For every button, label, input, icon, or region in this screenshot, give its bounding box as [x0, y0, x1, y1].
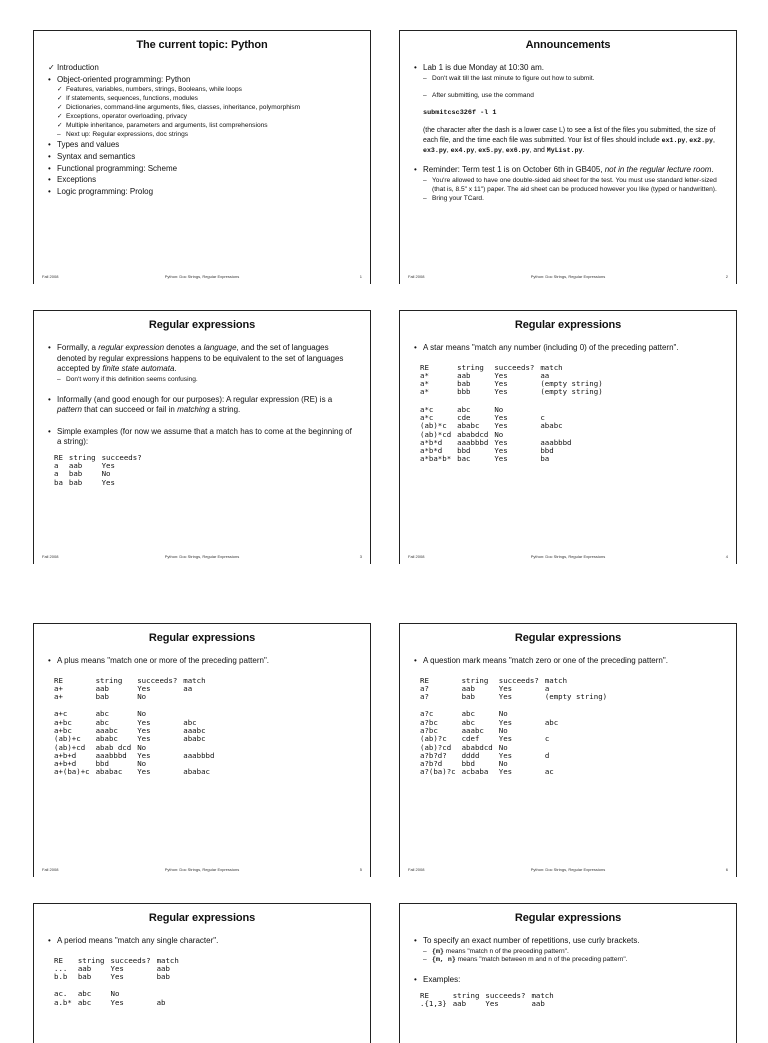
table-cell: b.b	[54, 972, 68, 982]
table-cell: a*c	[420, 412, 434, 422]
table-cell: abc	[95, 709, 109, 719]
column-header: match	[540, 362, 563, 372]
table-cell: a+(ba)+c	[54, 767, 90, 777]
column-header: succeeds?	[110, 955, 151, 965]
table-cell: aab	[68, 461, 83, 470]
table-cell: aa	[183, 683, 193, 693]
slide-footer	[408, 274, 728, 282]
table-cell: ababc	[540, 421, 563, 431]
sub-bullet: ✓ Features, variables, numbers, strings, Booleans, while loops	[57, 86, 242, 94]
table-cell: a?c	[420, 709, 434, 719]
table-cell: dddd	[461, 750, 480, 760]
table-cell	[183, 693, 220, 701]
column-header: succeeds?	[494, 362, 535, 372]
column-header: string	[457, 362, 484, 372]
table-cell: a?bc	[420, 717, 438, 727]
table-cell: abc	[95, 717, 109, 727]
table-row	[420, 455, 609, 463]
table-cell: Yes	[498, 692, 513, 702]
bullet: • To specify an exact number of repetitions, use curly brackets.	[414, 936, 640, 945]
slide-7	[33, 903, 371, 1043]
table-cell: bbd	[461, 759, 475, 769]
table-cell: No	[498, 709, 508, 719]
sub-bullet: ✓ Multiple inheritance, parameters and arguments, list comprehensions	[57, 121, 268, 129]
bullet: • Examples:	[414, 975, 461, 985]
table-cell: bab	[95, 692, 109, 702]
footer-term: Fall 2008	[42, 274, 59, 279]
table-cell: (ab)*cd	[420, 429, 452, 439]
column-header: match	[531, 990, 554, 1000]
table-cell: No	[137, 709, 147, 719]
table-cell: aab	[95, 683, 109, 693]
table-cell: Yes	[137, 734, 151, 744]
table-row	[54, 999, 185, 1007]
column-header: match	[183, 675, 206, 685]
column-header: succeeds?	[485, 990, 526, 1000]
table-cell: abc	[77, 997, 92, 1007]
column-header: succeeds?	[498, 675, 539, 685]
column-header: RE	[420, 990, 429, 1000]
table-cell: (ab)?c	[420, 734, 447, 744]
table-cell: a+b+d	[54, 759, 77, 769]
table-cell: Yes	[494, 387, 508, 397]
table-row	[420, 768, 613, 776]
slide-body	[34, 63, 370, 197]
table-row	[420, 406, 609, 414]
table-cell: aab	[156, 963, 170, 973]
slide-body	[400, 343, 736, 464]
sub-bullet: – You're allowed to have one double-sided aid sheet for the test. You must use standard letter-sized (that is, 8.5" x 11") paper. The aid sheet can be produced however you like (typed or handwritten).	[423, 176, 717, 193]
filename: ex4.py	[450, 146, 475, 154]
table-row	[420, 727, 613, 735]
slide-body	[34, 343, 370, 487]
table-cell: abc	[544, 717, 559, 727]
table-cell: bab	[68, 477, 83, 487]
filename: ex5.py	[478, 146, 502, 154]
slide-title: Regular expressions	[514, 632, 622, 644]
filename: ex3.py	[423, 146, 447, 154]
table-cell: a+	[54, 683, 63, 693]
footer-term: Fall 2008	[408, 554, 425, 559]
sub-bullet: – Don't worry if this definition seems confusing.	[57, 375, 198, 383]
table-cell: ba	[540, 454, 550, 464]
table-cell: Yes	[110, 997, 124, 1007]
table-cell: ababdcd	[457, 429, 489, 439]
bullet: • Informally (and good enough for our purposes): A regular expression (RE) is a pattern that can succeed or fail in matching a string.	[48, 394, 333, 415]
table-cell: abc	[183, 717, 197, 727]
slide-footer	[408, 867, 728, 875]
table-cell: abc	[461, 709, 475, 719]
table-cell: No	[101, 469, 111, 479]
table-cell: (empty string)	[540, 379, 603, 389]
sub-bullet: – After submitting, use the command	[423, 92, 534, 100]
table-cell	[545, 744, 613, 752]
table-cell: ababc	[457, 421, 480, 431]
slide-8	[399, 903, 737, 1043]
bullet: • Reminder: Term test 1 is on October 6th in GB405, not in the regular lecture room.	[414, 165, 714, 175]
column-header: string	[95, 675, 123, 685]
table-cell: aab	[461, 683, 475, 693]
table-cell: No	[110, 989, 120, 999]
table-cell: bbd	[540, 446, 554, 456]
slide-title: Regular expressions	[514, 319, 622, 331]
table-cell: aaabbbd	[95, 750, 127, 760]
table-cell: c	[540, 412, 545, 422]
table-cell: Yes	[494, 412, 508, 422]
slide-4	[399, 310, 737, 564]
table-cell: a*ba*b*	[420, 454, 452, 464]
table-cell: a+	[54, 692, 63, 702]
table-cell: Yes	[137, 725, 151, 735]
slide-1	[33, 30, 371, 284]
table-cell: No	[137, 742, 147, 752]
table-cell: No	[137, 759, 147, 769]
column-header: succeeds?	[137, 675, 178, 685]
table-cell: Yes	[494, 370, 508, 380]
table-row	[54, 768, 220, 776]
sub-bullet: ✓ Exceptions, operator overloading, privacy	[57, 112, 187, 120]
table-row	[420, 752, 613, 760]
slide-3	[33, 310, 371, 564]
table-cell: a*c	[420, 404, 434, 414]
table-cell: ababc	[95, 734, 118, 744]
table-cell: bab	[68, 469, 83, 479]
slide-6	[399, 623, 737, 877]
table-cell: Yes	[137, 767, 151, 777]
table-cell: cdef	[461, 734, 480, 744]
table-cell: Yes	[498, 750, 513, 760]
table-cell: (ab)+cd	[54, 742, 86, 752]
sub-bullet: – {m} means "match n of the preceding pattern".	[423, 947, 569, 955]
column-header: succeeds?	[101, 452, 142, 462]
slide-title: The current topic: Python	[136, 39, 268, 51]
table-cell: a+c	[54, 709, 68, 719]
filename: ex2.py	[689, 136, 713, 144]
table-cell: bab	[461, 692, 475, 702]
slide-number: 6	[725, 867, 728, 872]
slide-2	[399, 30, 737, 284]
slide-footer	[42, 867, 362, 875]
table-cell: ab	[156, 997, 166, 1007]
table-cell: No	[137, 692, 147, 702]
table-cell: Yes	[498, 683, 513, 693]
column-header: RE	[54, 675, 63, 685]
table-cell: abab dcd	[95, 742, 132, 752]
column-header: string	[461, 675, 489, 685]
table-cell: a.b*	[54, 997, 72, 1007]
slide-5	[33, 623, 371, 877]
table-cell: a?bc	[420, 725, 438, 735]
table-cell: Yes	[494, 446, 508, 456]
bullet: • Syntax and semantics	[48, 151, 136, 161]
table-cell: Yes	[137, 683, 151, 693]
table-cell: ababc	[183, 734, 206, 744]
table-cell: aaabbbd	[183, 750, 215, 760]
table-cell: (empty string)	[540, 387, 603, 397]
sub-bullet: ✓ If statements, sequences, functions, modules	[57, 94, 198, 102]
table-cell: a*b*d	[420, 446, 443, 456]
table-cell: No	[498, 725, 508, 735]
table-row	[420, 719, 613, 727]
regex-table	[54, 677, 220, 777]
table-cell: bbd	[457, 446, 471, 456]
table-row	[420, 744, 613, 752]
table-cell	[545, 760, 613, 768]
table-cell: Yes	[110, 963, 124, 973]
table-cell: Yes	[498, 717, 513, 727]
slide-number: 5	[359, 867, 362, 872]
table-cell: Yes	[494, 454, 508, 464]
regex-table	[420, 364, 609, 464]
footer-course: Python: Doc Strings, Regular Expressions	[164, 867, 240, 872]
table-cell: Yes	[494, 421, 508, 431]
table-row	[54, 479, 148, 487]
table-cell: a*	[420, 370, 429, 380]
table-cell: aab	[531, 999, 545, 1009]
column-header: RE	[54, 452, 63, 462]
table-cell: abc	[457, 404, 471, 414]
table-cell: a	[544, 683, 550, 693]
table-cell: Yes	[101, 477, 115, 487]
table-cell: c	[544, 734, 550, 744]
table-cell: aab	[77, 963, 92, 973]
table-row	[420, 439, 609, 447]
table-cell: abc	[77, 989, 92, 999]
footer-term: Fall 2008	[408, 867, 425, 872]
slide-body	[400, 656, 736, 777]
table-cell: ba	[54, 477, 63, 487]
slide-title: Regular expressions	[148, 912, 256, 924]
regex-table	[54, 957, 185, 1007]
table-cell: No	[498, 759, 508, 769]
table-row	[420, 710, 613, 718]
slide-body	[400, 936, 736, 1008]
column-header: string	[77, 955, 105, 965]
table-cell: a	[54, 469, 59, 479]
table-cell: a+b+d	[54, 750, 77, 760]
table-cell: aaabbbd	[540, 437, 572, 447]
table-row	[54, 973, 185, 981]
footer-course: Python: Doc Strings, Regular Expressions	[530, 274, 606, 279]
regex-table	[420, 992, 560, 1009]
slide-footer	[42, 274, 362, 282]
slide-body	[34, 656, 370, 777]
column-header: string	[68, 452, 96, 462]
column-header: RE	[420, 362, 429, 372]
table-cell: aa	[540, 370, 550, 380]
table-row	[54, 693, 220, 701]
table-cell	[545, 727, 613, 735]
bullet: • Types and values	[48, 140, 120, 150]
table-cell: aab	[457, 370, 471, 380]
footer-course: Python: Doc Strings, Regular Expressions	[530, 867, 606, 872]
table-cell: No	[498, 742, 508, 752]
slide-number: 2	[725, 274, 728, 279]
table-cell: ac	[544, 767, 554, 777]
footer-course: Python: Doc Strings, Regular Expressions	[164, 274, 240, 279]
table-cell: (ab)+c	[54, 734, 81, 744]
bullet: • A question mark means "match zero or one of the preceding pattern".	[414, 656, 668, 665]
bullet: • A period means "match any single character".	[48, 936, 219, 945]
slide-title: Announcements	[525, 39, 611, 51]
footer-term: Fall 2008	[42, 867, 59, 872]
table-cell: a*	[420, 387, 429, 397]
sub-bullet: ✓ Dictionaries, command-line arguments, files, classes, inheritance, polymorphism	[57, 103, 301, 111]
table-cell: acbaba	[461, 767, 489, 777]
column-header: match	[156, 955, 179, 965]
table-cell: bbd	[95, 759, 109, 769]
table-cell: Yes	[101, 461, 115, 470]
table-cell: Yes	[494, 437, 508, 447]
table-cell: ac.	[54, 989, 68, 999]
footer-course: Python: Doc Strings, Regular Expressions	[164, 554, 240, 559]
table-cell: Yes	[137, 750, 151, 760]
table-cell: a?	[420, 692, 429, 702]
table-cell: bac	[457, 454, 471, 464]
table-cell: bab	[457, 379, 471, 389]
slide-title: Regular expressions	[148, 319, 256, 331]
table-cell: a*	[420, 379, 429, 389]
table-cell: aaabc	[461, 725, 484, 735]
footer-term: Fall 2008	[42, 554, 59, 559]
bullet: • Lab 1 is due Monday at 10:30 am.	[414, 63, 544, 72]
bullet: • Simple examples (for now we assume that a match has to come at the beginning of a string):	[48, 426, 352, 447]
table-cell: ababac	[183, 767, 210, 777]
table-cell: ababac	[95, 767, 123, 777]
table-row	[420, 414, 609, 422]
table-cell: (empty string)	[544, 692, 608, 702]
table-cell: Yes	[494, 379, 508, 389]
table-cell: bab	[156, 972, 170, 982]
table-cell: aab	[452, 999, 467, 1009]
table-cell: Yes	[498, 734, 513, 744]
table-cell: .{1,3}	[420, 999, 447, 1009]
table-cell: aaabc	[183, 725, 206, 735]
table-cell: a+bc	[54, 717, 72, 727]
table-cell: Yes	[110, 972, 124, 982]
table-cell: aaabc	[95, 725, 118, 735]
column-header: match	[544, 675, 568, 685]
slide-title: Regular expressions	[148, 632, 256, 644]
slide-number: 3	[359, 554, 362, 559]
footer-term: Fall 2008	[408, 274, 425, 279]
table-cell: ...	[54, 963, 68, 973]
sub-bullet: – Bring your TCard.	[423, 194, 484, 202]
bullet: ✓ Introduction	[48, 63, 99, 72]
bullet: • Exceptions	[48, 175, 97, 185]
table-cell: cde	[457, 412, 471, 422]
table-cell: abc	[461, 717, 475, 727]
regex-table	[54, 454, 148, 487]
filename: ex6.py	[505, 146, 530, 154]
sub-bullet: – {m, n} means "match between m and n of the preceding pattern".	[423, 956, 628, 964]
table-cell: Yes	[137, 717, 151, 727]
table-row	[420, 388, 609, 396]
table-cell	[540, 406, 608, 414]
slide-title: Regular expressions	[514, 912, 622, 924]
table-cell: a*b*d	[420, 437, 443, 447]
filename: ex1.py	[661, 136, 686, 144]
table-cell: No	[494, 429, 504, 439]
bullet: • Functional programming: Scheme	[48, 163, 178, 173]
slide-body	[34, 936, 370, 1007]
table-cell: a?(ba)?c	[420, 767, 456, 777]
table-cell: Yes	[485, 999, 499, 1009]
table-cell: (ab)*c	[420, 421, 447, 431]
table-cell: a	[54, 461, 59, 470]
slide-body	[400, 63, 736, 204]
table-row	[420, 1000, 560, 1008]
table-cell: d	[544, 750, 550, 760]
table-row	[420, 431, 609, 439]
bullet: • A star means "match any number (including 0) of the preceding pattern".	[414, 343, 679, 352]
table-cell: a?	[420, 683, 429, 693]
bullet: • Logic programming: Prolog	[48, 186, 154, 196]
table-cell: a+bc	[54, 725, 72, 735]
filename: MyList.py	[546, 146, 583, 154]
command-code: submitcsc326f -l 1	[423, 109, 497, 118]
sub-bullet: – Next up: Regular expressions, doc strings	[57, 130, 189, 138]
table-cell: bbb	[457, 387, 471, 397]
table-cell: bab	[77, 972, 92, 982]
table-cell: ababdcd	[461, 742, 493, 752]
table-cell: a?b?d?	[420, 750, 447, 760]
slide-number: 4	[725, 554, 728, 559]
slide-footer	[408, 554, 728, 562]
slide-number: 1	[359, 274, 362, 279]
table-header-row	[420, 677, 613, 685]
column-header: RE	[54, 955, 63, 965]
table-cell: No	[494, 404, 504, 414]
footer-course: Python: Doc Strings, Regular Expressions	[530, 554, 606, 559]
slide-footer	[42, 554, 362, 562]
table-cell: aaabbbd	[457, 437, 489, 447]
bullet: • A plus means "match one or more of the preceding pattern".	[48, 656, 270, 665]
table-cell: Yes	[498, 767, 513, 777]
column-header: RE	[420, 675, 429, 685]
table-row	[420, 693, 613, 701]
paragraph: (the character after the dash is a lower case L) to see a list of the files you submitted, the size of each file, and the time each file was submitted. Your list of files should include ex1.py, ex2.py, ex3.py, ex4.py, ex5.py, ex6.py, and MyList.py.	[423, 127, 716, 154]
sub-bullet: – Don't wait till the last minute to figure out how to submit.	[423, 74, 595, 82]
regex-table	[420, 677, 613, 777]
table-header-row	[420, 364, 609, 372]
column-header: string	[452, 990, 480, 1000]
table-cell: (ab)?cd	[420, 742, 452, 752]
bullet: • Formally, a regular expression denotes a language, and the set of languages denoted by regular expressions happens to be equivalent to the set of languages accepted by finite state automata.	[48, 343, 344, 374]
bullet: • Object-oriented programming: Python	[48, 74, 191, 84]
table-cell: a?b?d	[420, 759, 443, 769]
